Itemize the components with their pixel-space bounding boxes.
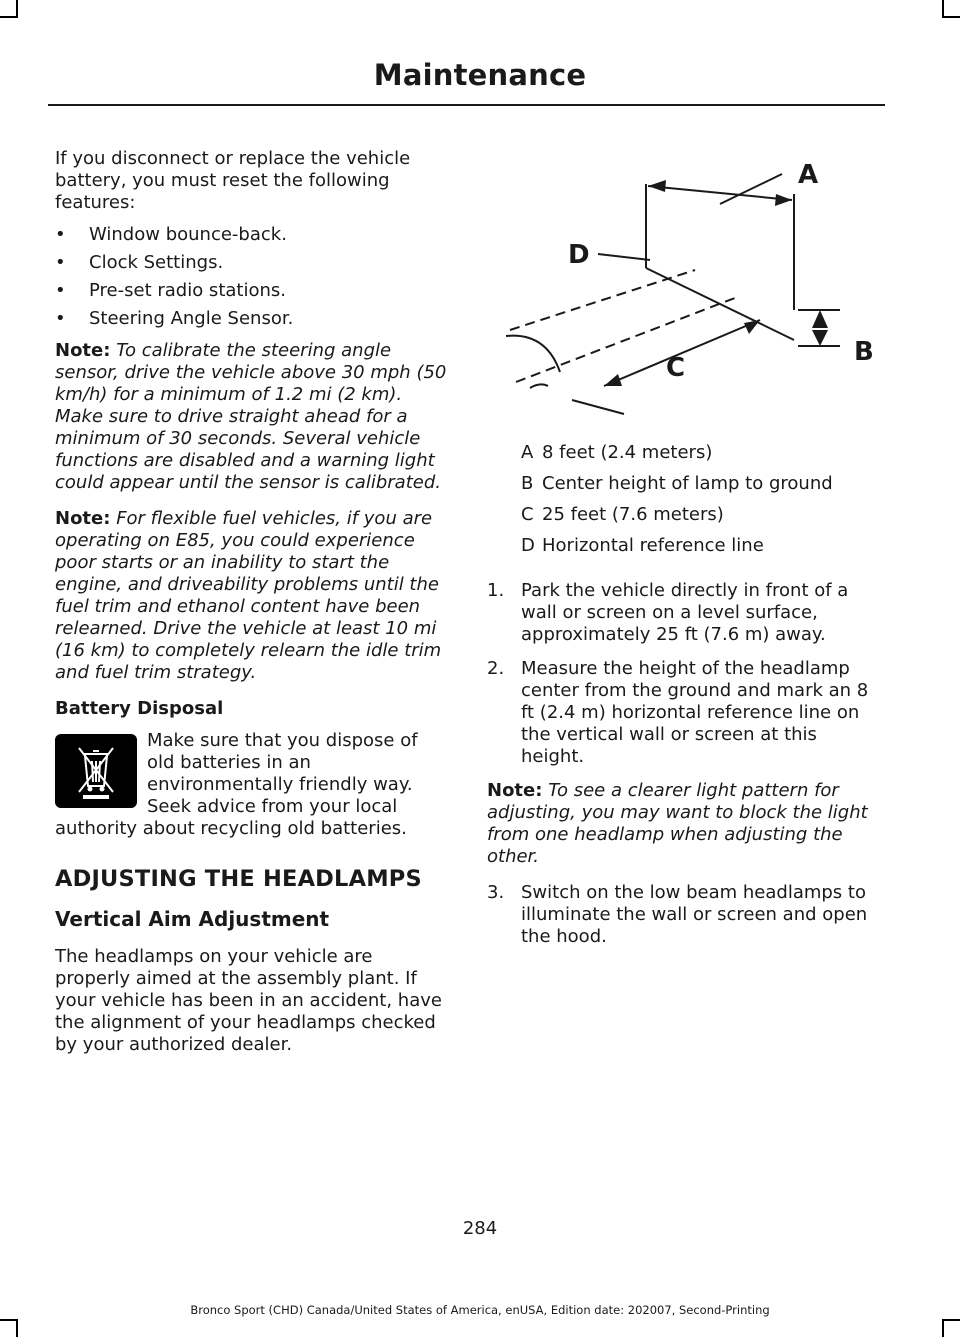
left-column [55, 148, 447, 1066]
legend-value: 8 feet (2.4 meters) [542, 442, 713, 463]
battery-disposal-text: Make sure that you dispose of old batteries in an environmentally friendly way. Seek advice from your local authority about recycling old batteries. [55, 730, 418, 839]
page-title: Maintenance [373, 58, 587, 92]
note-label: Note: [55, 340, 111, 361]
crop-mark [942, 1319, 944, 1337]
diagram-svg [500, 150, 890, 420]
list-item-text: Window bounce-back. [89, 224, 287, 245]
legend-key: D [521, 535, 535, 556]
list-item-text: Steering Angle Sensor. [89, 308, 294, 329]
legend-row [487, 473, 882, 504]
page-number: 284 [462, 1218, 498, 1239]
diagram-label-b: B [854, 337, 874, 367]
legend-row [487, 504, 882, 535]
legend-value: Center height of lamp to ground [542, 473, 833, 494]
reset-features-list [55, 224, 447, 330]
battery-disposal-heading: Battery Disposal [55, 698, 224, 719]
bullet: • [55, 308, 66, 329]
leader-line-a [720, 174, 782, 204]
dimension-line-a [648, 186, 792, 200]
flex-fuel-note [55, 508, 447, 684]
legend-row [487, 442, 882, 473]
step-item [487, 658, 882, 768]
step-text: Park the vehicle directly in front of a wall or screen on a level surface, approximately 25 ft (7.6 m) away. [521, 580, 849, 645]
vertical-aim-heading: Vertical Aim Adjustment [55, 907, 330, 931]
list-item [55, 252, 447, 274]
step-item [487, 580, 882, 646]
bullet: • [55, 280, 66, 301]
intro-paragraph: If you disconnect or replace the vehicle battery, you must reset the following features: [55, 148, 411, 213]
leader-line-d [598, 254, 650, 260]
step-number: 1. [487, 580, 505, 601]
legend-row [487, 535, 882, 566]
legend-value: Horizontal reference line [542, 535, 764, 556]
list-item [55, 224, 447, 246]
note-text: To calibrate the steering angle sensor, drive the vehicle above 30 mph (50 km/h) for a minimum of 1.2 mi (2 km). Make sure to drive straight ahead for a minimum of 30 seconds. Several vehicle functions are disabled and a warning light could appear until the sensor is calibrated. [55, 340, 447, 493]
steps-list [487, 580, 882, 768]
step-text: Switch on the low beam headlamps to illuminate the wall or screen and open the hood. [521, 882, 868, 947]
diagram-label-c: C [666, 353, 686, 383]
headlamp-aim-diagram [500, 150, 890, 420]
diagram-label-a: A [798, 160, 819, 190]
list-item-text: Clock Settings. [89, 252, 224, 273]
bullet: • [55, 224, 66, 245]
battery-disposal-block [55, 730, 447, 840]
section-heading: ADJUSTING THE HEADLAMPS [55, 866, 422, 892]
aim-paragraph: The headlamps on your vehicle are properly aimed at the assembly plant. If your vehicle has been in an accident, have the alignment of your headlamps checked by your authorized dealer. [55, 946, 442, 1055]
steps-list [487, 882, 882, 948]
diagram-legend [487, 442, 882, 566]
crop-mark [0, 1319, 18, 1321]
header-divider [48, 104, 885, 106]
diagram-label-d: D [568, 240, 590, 270]
recycle-bin-crossed-icon [55, 734, 137, 808]
right-column [487, 442, 882, 960]
list-item-text: Pre-set radio stations. [89, 280, 286, 301]
note-text: To see a clearer light pattern for adjusting, you may want to block the light from one headlamp when adjusting the other. [487, 780, 868, 867]
crop-mark [942, 16, 960, 18]
bullet: • [55, 252, 66, 273]
crop-mark [0, 16, 18, 18]
steering-note [55, 340, 447, 494]
legend-key: B [521, 473, 534, 494]
light-pattern-note [487, 780, 882, 868]
step-number: 2. [487, 658, 505, 679]
step-number: 3. [487, 882, 505, 903]
step-item [487, 882, 882, 948]
list-item [55, 280, 447, 302]
crop-mark [16, 1319, 18, 1337]
note-label: Note: [487, 780, 543, 801]
note-label: Note: [55, 508, 111, 529]
list-item [55, 308, 447, 330]
legend-value: 25 feet (7.6 meters) [542, 504, 724, 525]
legend-key: C [521, 504, 534, 525]
legend-key: A [521, 442, 534, 463]
footer-edition-text: Bronco Sport (CHD) Canada/United States of America, enUSA, Edition date: 202007, Second-Printing [190, 1303, 770, 1317]
crop-mark [942, 1319, 960, 1321]
step-text: Measure the height of the headlamp center from the ground and mark an 8 ft (2.4 m) horizontal reference line on the vertical wall or screen at this height. [521, 658, 869, 767]
note-text: For flexible fuel vehicles, if you are operating on E85, you could experience poor starts or an inability to start the engine, and driveability problems until the fuel trim and ethanol content have been relearned. Drive the vehicle at least 10 mi (16 km) to completely relearn the idle trim and fuel trim strategy. [55, 508, 442, 683]
